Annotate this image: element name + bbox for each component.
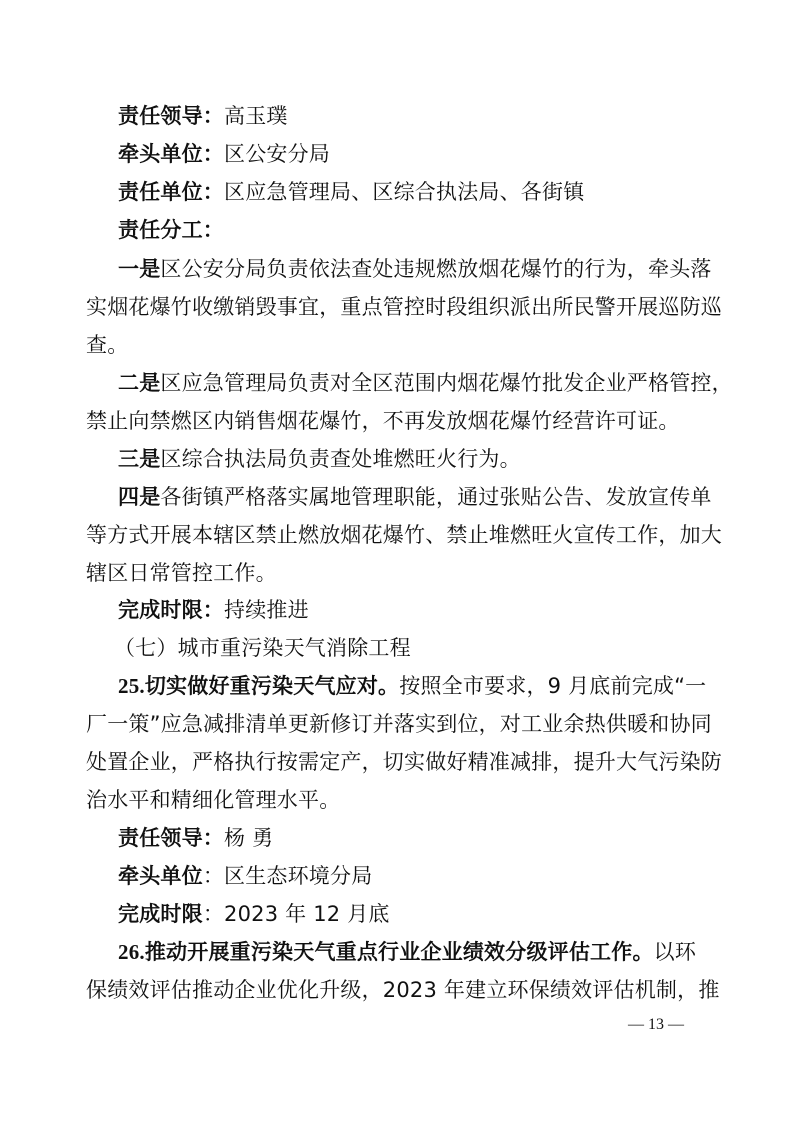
responsible-leader-line [118, 820, 273, 857]
duty-three-line [118, 441, 521, 478]
field-value: 高玉璞 [224, 104, 288, 128]
item-label: 四是 [118, 485, 161, 509]
paragraph-line: 辖区日常管控工作。 [86, 561, 277, 585]
lead-unit-line [118, 858, 372, 895]
item-text: 区综合执法局负责查处堆燃旺火行为。 [160, 447, 521, 471]
responsible-units-line [118, 174, 584, 211]
duty-four-line [118, 479, 712, 516]
item-text: 按照全市要求，9 月底前完成“一 [399, 674, 707, 698]
field-value: 区应急管理局、区综合执法局、各街镇 [224, 180, 585, 204]
item-text: 区公安分局负责依法查处违规燃放烟花爆竹的行为，牵头落 [160, 257, 712, 281]
paragraph-line: 厂一策”应急减排清单更新修订并落实到位，对工业余热供暖和协同 [86, 712, 712, 736]
item-number: 26. [118, 940, 145, 964]
field-label: 完成时限 [118, 902, 203, 926]
item-number: 25. [118, 674, 145, 698]
field-label: 牵头单位 [118, 864, 203, 888]
item-text: 以环 [653, 940, 697, 964]
paragraph-line: 等方式开展本辖区禁止燃放烟花爆竹、禁止堆燃旺火宣传工作，加大 [86, 523, 722, 547]
item-label: 三是 [118, 447, 161, 471]
duty-one-line [118, 251, 712, 288]
paragraph-line: 治水平和精细化管理水平。 [86, 788, 341, 812]
field-value: 持续推进 [224, 598, 309, 622]
responsible-leader-line [118, 98, 288, 135]
field-label: 完成时限： [118, 598, 224, 622]
item-label: 一是 [118, 257, 161, 281]
deadline-line [118, 592, 309, 629]
lead-unit-line [118, 136, 330, 173]
field-label: 牵头单位： [118, 142, 224, 166]
section-heading: （七）城市重污染天气消除工程 [114, 636, 411, 660]
paragraph-line: 禁止向禁燃区内销售烟花爆竹，不再发放烟花爆竹经营许可证。 [86, 409, 680, 433]
field-value: 杨 勇 [224, 826, 274, 850]
field-value: ：区生态环境分局 [202, 864, 373, 888]
field-value: ：2023 年 12 月底 [202, 902, 390, 926]
item-25-heading-line [118, 668, 706, 705]
duty-two-line [118, 365, 733, 402]
field-label: 责任单位： [118, 180, 224, 204]
item-text: 各街镇严格落实属地管理职能，通过张贴公告、发放宣传单 [160, 485, 712, 509]
item-title: 推动开展重污染天气重点行业企业绩效分级评估工作。 [144, 940, 654, 964]
item-label: 二是 [118, 371, 161, 395]
item-26-heading-line [118, 934, 696, 971]
item-text: 区应急管理局负责对全区范围内烟花爆竹批发企业严格管控， [160, 371, 733, 395]
field-label: 责任分工： [118, 218, 224, 242]
paragraph-line: 实烟花爆竹收缴销毁事宜，重点管控时段组织派出所民警开展巡防巡 [86, 295, 722, 319]
field-label: 责任领导： [118, 104, 224, 128]
division-of-duties-line [118, 212, 224, 249]
paragraph-line: 处置企业，严格执行按需定产，切实做好精准减排，提升大气污染防 [86, 750, 722, 774]
item-title: 切实做好重污染天气应对。 [144, 674, 400, 698]
field-label: 责任领导： [118, 826, 224, 850]
field-value: 区公安分局 [224, 142, 330, 166]
deadline-line [118, 896, 390, 933]
paragraph-line: 查。 [86, 333, 129, 357]
page-number: — 13 — [628, 1016, 684, 1033]
paragraph-line: 保绩效评估推动企业优化升级，2023 年建立环保绩效评估机制，推 [86, 978, 720, 1002]
